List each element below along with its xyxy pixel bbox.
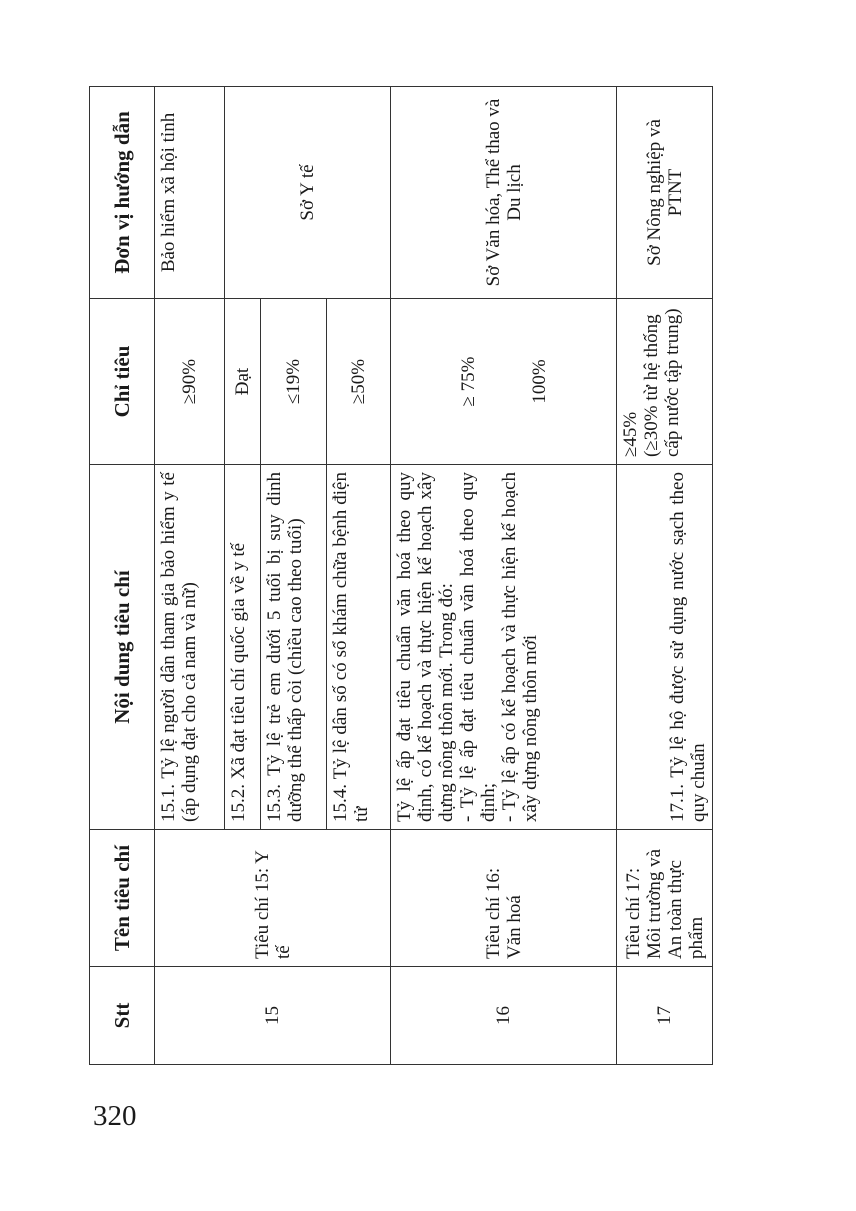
header-ten: Tên tiêu chí xyxy=(90,830,155,967)
content-16-bullet-2: - Tỷ lệ ấp có kế hoạch và thực hiện kế hoạch xây dựng nông thôn mới xyxy=(499,472,541,822)
stt-17: 17 xyxy=(617,967,713,1065)
table-row xyxy=(155,86,225,1064)
table-row xyxy=(617,86,713,1064)
criteria-name-15: Tiêu chí 15: Y tế xyxy=(155,830,391,967)
rotated-table-container xyxy=(89,87,747,1065)
target-15-3: ≤19% xyxy=(261,298,327,464)
table-row xyxy=(391,86,617,1064)
content-16-main: Tỷ lệ ấp đạt tiêu chuẩn văn hoá theo quy định, có kế hoạch và thực hiện kế hoạch xây dựng nông thôn mới. Trong đó: xyxy=(394,472,457,822)
stt-15: 15 xyxy=(155,967,391,1065)
criteria-name-17: Tiêu chí 17: Môi trường và An toàn thực phẩm xyxy=(617,830,713,967)
unit-15-shared: Sở Y tế xyxy=(225,86,391,298)
page-number: 320 xyxy=(93,1100,137,1132)
target-16-2: 100% xyxy=(528,359,550,404)
content-15-3: 15.3. Tỷ lệ trẻ em dưới 5 tuổi bị suy dinh dưỡng thể thấp còi (chiều cao theo tuổi) xyxy=(261,465,327,830)
target-17-2: (≥30% từ hệ thống cấp nước tập trung) xyxy=(641,308,683,457)
unit-15-1: Bảo hiểm xã hội tỉnh xyxy=(155,86,225,298)
content-15-1: 15.1. Tỷ lệ người dân tham gia bảo hiểm y tế (áp dụng đạt cho cả nam và nữ) xyxy=(155,465,225,830)
target-17 xyxy=(617,298,713,464)
criteria-table xyxy=(89,86,713,1065)
header-chitieu: Chỉ tiêu xyxy=(90,298,155,464)
target-15-4: ≥50% xyxy=(327,298,391,464)
content-15-4: 15.4. Tỷ lệ dân số có sổ khám chữa bệnh điện tử xyxy=(327,465,391,830)
target-15-2: Đạt xyxy=(225,298,261,464)
header-stt: Stt xyxy=(90,967,155,1065)
target-15-1: ≥90% xyxy=(155,298,225,464)
header-donvi: Đơn vị hướng dẫn xyxy=(90,86,155,298)
content-17-1: 17.1. Tỷ lệ hộ được sử dụng nước sạch theo quy chuẩn xyxy=(617,465,713,830)
target-16-1: ≥ 75% xyxy=(457,356,479,407)
header-noidung: Nội dung tiêu chí xyxy=(90,465,155,830)
unit-17: Sở Nông nghiệp và PTNT xyxy=(617,86,713,298)
target-17-1: ≥45% xyxy=(620,411,641,457)
unit-16: Sở Văn hóa, Thể thao và Du lịch xyxy=(391,86,617,298)
header-row xyxy=(90,86,155,1064)
content-16 xyxy=(391,465,617,830)
content-16-bullet-1: - Tỷ lệ ấp đạt tiêu chuẩn văn hoá theo quy định; xyxy=(457,472,499,822)
stt-16: 16 xyxy=(391,967,617,1065)
content-15-2: 15.2. Xã đạt tiêu chí quốc gia về y tế xyxy=(225,465,261,830)
target-16 xyxy=(391,298,617,464)
criteria-name-16: Tiêu chí 16: Văn hoá xyxy=(391,830,617,967)
